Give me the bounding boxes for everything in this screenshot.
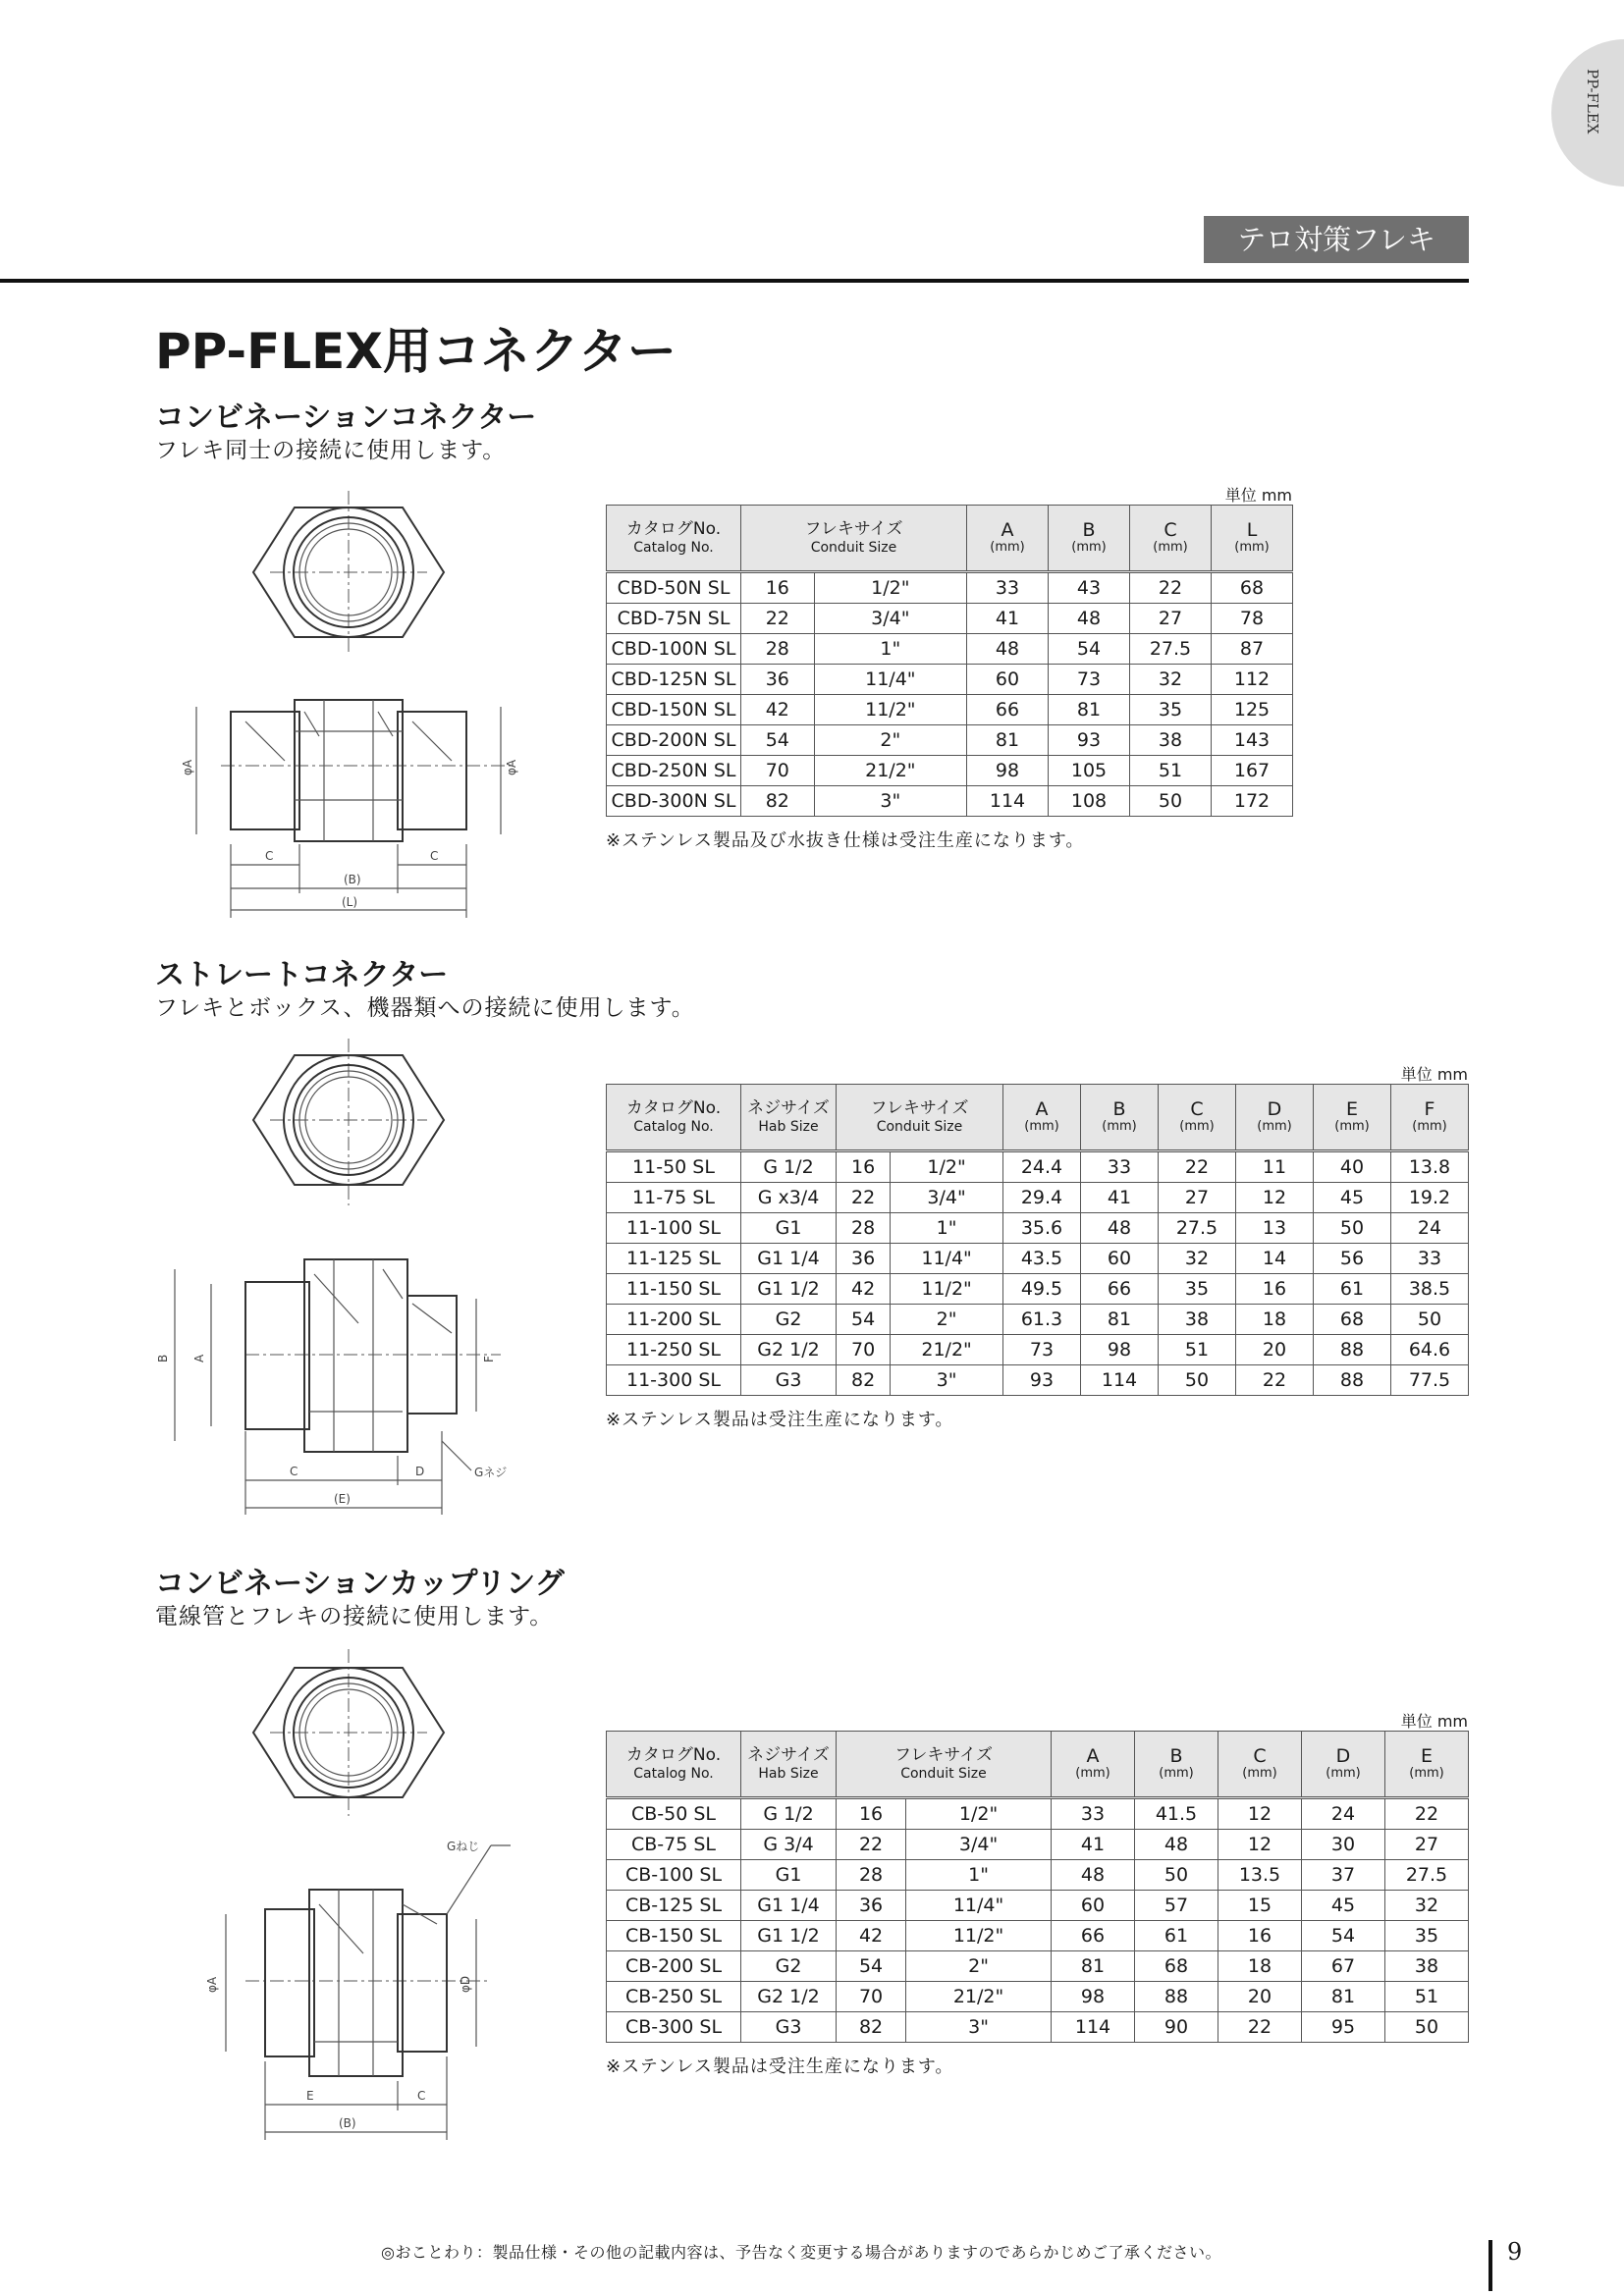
combination-coupling-note: ※ステンレス製品は受注生産になります。 [606, 2056, 954, 2077]
header-dim-d: D (mm) [1236, 1085, 1314, 1151]
table-cell: 33 [1052, 1798, 1135, 1830]
catalog-no-cell: 11-50 SL [607, 1151, 741, 1183]
table-cell: 38 [1159, 1305, 1236, 1335]
table-cell: 38 [1385, 1951, 1469, 1982]
table-cell: 11/4" [906, 1891, 1052, 1921]
table-cell: G1 [741, 1860, 837, 1891]
table-cell: 66 [967, 695, 1049, 725]
table-cell: 70 [837, 1335, 891, 1365]
table-cell: 3/4" [891, 1183, 1003, 1213]
page-number: 9 [1507, 2238, 1523, 2266]
combination-connector-dim-b: (B) [344, 873, 361, 886]
table-cell: G2 [741, 1305, 837, 1335]
table-cell: 50 [1391, 1305, 1469, 1335]
catalog-no-cell: CBD-200N SL [607, 725, 741, 756]
catalog-no-cell: 11-200 SL [607, 1305, 741, 1335]
table-cell: 16 [837, 1798, 906, 1830]
table-cell: 114 [1052, 2012, 1135, 2043]
table-cell: 33 [967, 572, 1049, 604]
table-row [607, 634, 1293, 665]
table-cell: 12 [1218, 1798, 1302, 1830]
page-title: PP-FLEX用コネクター [155, 323, 677, 380]
table-cell: 16 [741, 572, 815, 604]
table-cell: G3 [741, 1365, 837, 1396]
table-cell: 108 [1049, 786, 1130, 817]
table-cell: 48 [1081, 1213, 1159, 1244]
header-conduit-size: フレキサイズ Conduit Size [837, 1085, 1003, 1151]
table-row [607, 695, 1293, 725]
table-cell: 54 [1302, 1921, 1385, 1951]
straight-connector-table [606, 1084, 1469, 1396]
table-cell: 13.5 [1218, 1860, 1302, 1891]
table-cell: 18 [1236, 1305, 1314, 1335]
header-dim-a: A (mm) [1003, 1085, 1081, 1151]
table-cell: G 1/2 [741, 1151, 837, 1183]
table-cell: 81 [1081, 1305, 1159, 1335]
table-cell: 35 [1159, 1274, 1236, 1305]
header-dim-a: A (mm) [967, 506, 1049, 572]
table-cell: 90 [1135, 2012, 1218, 2043]
table-cell: 29.4 [1003, 1183, 1081, 1213]
table-cell: 54 [837, 1951, 906, 1982]
header-dim-c: C (mm) [1159, 1085, 1236, 1151]
table-cell: 2" [891, 1305, 1003, 1335]
table-cell: 11 [1236, 1151, 1314, 1183]
table-cell: 13 [1236, 1213, 1314, 1244]
table-cell: 11/2" [891, 1274, 1003, 1305]
table-cell: G x3/4 [741, 1183, 837, 1213]
table-cell: 98 [1081, 1335, 1159, 1365]
table-cell: 38 [1130, 725, 1212, 756]
catalog-no-cell: CBD-75N SL [607, 604, 741, 634]
straight-connector-dim-a: A [192, 1354, 206, 1362]
footer-disclaimer: ◎おことわり：製品仕様・その他の記載内容は、予告なく変更する場合がありますのであらかじめご了承ください。 [381, 2243, 1221, 2262]
table-cell: 48 [1049, 604, 1130, 634]
table-row [607, 1305, 1469, 1335]
table-cell: 43 [1049, 572, 1130, 604]
straight-connector-dim-b: B [156, 1354, 170, 1362]
combination-connector-dim-c-right: C [430, 849, 439, 863]
table-cell: 33 [1391, 1244, 1469, 1274]
table-cell: 36 [837, 1891, 906, 1921]
unit-label: 単位 mm [1400, 1065, 1468, 1084]
combination-connector-dim-a-left: φA [181, 759, 194, 775]
catalog-no-cell: CB-75 SL [607, 1830, 741, 1860]
catalog-no-cell: CB-100 SL [607, 1860, 741, 1891]
table-cell: 41.5 [1135, 1798, 1218, 1830]
table-cell: 22 [837, 1183, 891, 1213]
catalog-no-cell: CBD-300N SL [607, 786, 741, 817]
table-cell: 21/2" [814, 756, 966, 786]
table-cell: 48 [967, 634, 1049, 665]
header-dim-l: L (mm) [1212, 506, 1293, 572]
table-cell: 1/2" [906, 1798, 1052, 1830]
table-cell: 98 [1052, 1982, 1135, 2012]
table-cell: 48 [1052, 1860, 1135, 1891]
table-cell: 125 [1212, 695, 1293, 725]
table-row [607, 1951, 1469, 1982]
header-dim-d: D (mm) [1302, 1732, 1385, 1798]
table-row [607, 1213, 1469, 1244]
table-cell: 20 [1236, 1335, 1314, 1365]
catalog-no-cell: 11-150 SL [607, 1274, 741, 1305]
section-desc-combination-connector: フレキ同士の接続に使用します。 [155, 438, 507, 463]
table-cell: 22 [1385, 1798, 1469, 1830]
table-cell: 3/4" [906, 1830, 1052, 1860]
table-cell: 64.6 [1391, 1335, 1469, 1365]
combination-connector-drawing [177, 486, 540, 918]
table-cell: 14 [1236, 1244, 1314, 1274]
table-cell: 87 [1212, 634, 1293, 665]
header-catalog: カタログNo. Catalog No. [607, 1085, 741, 1151]
table-cell: 143 [1212, 725, 1293, 756]
table-cell: G 1/2 [741, 1798, 837, 1830]
header-dim-b: B (mm) [1049, 506, 1130, 572]
catalog-no-cell: 11-125 SL [607, 1244, 741, 1274]
category-label: テロ対策フレキ [1204, 216, 1469, 263]
table-row [607, 786, 1293, 817]
straight-connector-thread-label: Gネジ [474, 1466, 508, 1479]
table-cell: 38.5 [1391, 1274, 1469, 1305]
table-cell: 82 [837, 2012, 906, 2043]
header-dim-b: B (mm) [1081, 1085, 1159, 1151]
table-row [607, 1274, 1469, 1305]
table-cell: 22 [1130, 572, 1212, 604]
table-cell: 73 [1049, 665, 1130, 695]
combination-coupling-drawing [196, 1649, 511, 2140]
header-rule [0, 279, 1469, 283]
table-cell: 45 [1314, 1183, 1391, 1213]
section-title-combination-connector: コンビネーションコネクター [155, 400, 537, 435]
catalog-no-cell: 11-250 SL [607, 1335, 741, 1365]
table-cell: 16 [1236, 1274, 1314, 1305]
catalog-no-cell: CBD-250N SL [607, 756, 741, 786]
table-cell: 81 [1302, 1982, 1385, 2012]
unit-label: 単位 mm [1400, 1712, 1468, 1731]
table-cell: 88 [1314, 1365, 1391, 1396]
table-cell: 45 [1302, 1891, 1385, 1921]
table-cell: 82 [741, 786, 815, 817]
header-dim-c: C (mm) [1218, 1732, 1302, 1798]
table-cell: G1 1/4 [741, 1244, 837, 1274]
table-cell: 22 [837, 1830, 906, 1860]
table-cell: 54 [1049, 634, 1130, 665]
catalog-no-cell: CB-125 SL [607, 1891, 741, 1921]
table-row [607, 1921, 1469, 1951]
table-cell: G2 [741, 1951, 837, 1982]
table-cell: 16 [837, 1151, 891, 1183]
table-cell: 82 [837, 1365, 891, 1396]
table-cell: 13.8 [1391, 1151, 1469, 1183]
table-cell: 105 [1049, 756, 1130, 786]
table-cell: 30 [1302, 1830, 1385, 1860]
section-tab-label: PP-FLEX [1584, 69, 1601, 134]
table-cell: 35 [1385, 1921, 1469, 1951]
table-cell: 42 [837, 1921, 906, 1951]
table-cell: 66 [1081, 1274, 1159, 1305]
table-cell: 51 [1159, 1335, 1236, 1365]
straight-connector-note: ※ステンレス製品は受注生産になります。 [606, 1410, 954, 1430]
table-cell: 68 [1135, 1951, 1218, 1982]
table-row [607, 1982, 1469, 2012]
table-cell: 12 [1236, 1183, 1314, 1213]
table-row [607, 1335, 1469, 1365]
table-cell: 3" [906, 2012, 1052, 2043]
table-cell: 28 [837, 1860, 906, 1891]
table-cell: 61 [1135, 1921, 1218, 1951]
table-cell: 41 [1081, 1183, 1159, 1213]
table-cell: 21/2" [906, 1982, 1052, 2012]
table-row [607, 1891, 1469, 1921]
table-cell: 60 [967, 665, 1049, 695]
table-cell: 2" [814, 725, 966, 756]
table-cell: G1 1/2 [741, 1274, 837, 1305]
table-cell: 112 [1212, 665, 1293, 695]
table-row [607, 756, 1293, 786]
catalog-no-cell: CB-200 SL [607, 1951, 741, 1982]
table-cell: 114 [967, 786, 1049, 817]
table-cell: 11/4" [891, 1244, 1003, 1274]
table-cell: 27 [1130, 604, 1212, 634]
catalog-no-cell: CBD-125N SL [607, 665, 741, 695]
table-cell: 36 [837, 1244, 891, 1274]
table-cell: 48 [1135, 1830, 1218, 1860]
combination-connector-table [606, 505, 1293, 817]
table-cell: 51 [1385, 1982, 1469, 2012]
table-row [607, 1151, 1469, 1183]
table-cell: 32 [1385, 1891, 1469, 1921]
table-row [607, 2012, 1469, 2043]
table-cell: G1 1/2 [741, 1921, 837, 1951]
table-cell: 50 [1314, 1213, 1391, 1244]
table-cell: 42 [741, 695, 815, 725]
catalog-no-cell: 11-300 SL [607, 1365, 741, 1396]
table-cell: 27.5 [1130, 634, 1212, 665]
table-cell: 41 [1052, 1830, 1135, 1860]
table-cell: 77.5 [1391, 1365, 1469, 1396]
table-cell: 70 [741, 756, 815, 786]
catalog-no-cell: CB-300 SL [607, 2012, 741, 2043]
header-catalog: カタログNo. Catalog No. [607, 506, 741, 572]
table-cell: 11/2" [814, 695, 966, 725]
table-cell: 27 [1385, 1830, 1469, 1860]
table-cell: 81 [967, 725, 1049, 756]
table-cell: 32 [1159, 1244, 1236, 1274]
table-cell: G1 [741, 1213, 837, 1244]
table-cell: 56 [1314, 1244, 1391, 1274]
table-cell: 60 [1081, 1244, 1159, 1274]
table-cell: G2 1/2 [741, 1982, 837, 2012]
table-cell: 15 [1218, 1891, 1302, 1921]
table-cell: 24 [1391, 1213, 1469, 1244]
table-cell: 27 [1159, 1183, 1236, 1213]
table-cell: 28 [741, 634, 815, 665]
catalog-no-cell: CB-50 SL [607, 1798, 741, 1830]
table-cell: 32 [1130, 665, 1212, 695]
header-hab-size: ネジサイズ Hab Size [741, 1085, 837, 1151]
table-cell: 54 [741, 725, 815, 756]
catalog-no-cell: CBD-100N SL [607, 634, 741, 665]
table-cell: G2 1/2 [741, 1335, 837, 1365]
header-dim-e: E (mm) [1314, 1085, 1391, 1151]
table-cell: G 3/4 [741, 1830, 837, 1860]
table-cell: 50 [1135, 1860, 1218, 1891]
table-row [607, 1365, 1469, 1396]
table-cell: 60 [1052, 1891, 1135, 1921]
header-conduit-size: フレキサイズ Conduit Size [741, 506, 967, 572]
table-cell: 1/2" [891, 1151, 1003, 1183]
table-cell: 114 [1081, 1365, 1159, 1396]
table-cell: 1" [906, 1860, 1052, 1891]
straight-connector-drawing [147, 1039, 520, 1520]
table-cell: 42 [837, 1274, 891, 1305]
section-desc-combination-coupling: 電線管とフレキの接続に使用します。 [155, 1604, 554, 1629]
straight-connector-dim-e: (E) [334, 1492, 351, 1506]
combination-coupling-dim-c: C [417, 2089, 426, 2103]
table-cell: 167 [1212, 756, 1293, 786]
table-cell: 51 [1130, 756, 1212, 786]
table-cell: 11/4" [814, 665, 966, 695]
table-cell: 18 [1218, 1951, 1302, 1982]
table-cell: 33 [1081, 1151, 1159, 1183]
table-cell: 70 [837, 1982, 906, 2012]
table-cell: 43.5 [1003, 1244, 1081, 1274]
table-cell: 16 [1218, 1921, 1302, 1951]
table-cell: 35 [1130, 695, 1212, 725]
table-cell: 50 [1159, 1365, 1236, 1396]
table-cell: 67 [1302, 1951, 1385, 1982]
table-row [607, 572, 1293, 604]
table-cell: 68 [1212, 572, 1293, 604]
combination-connector-dim-c-left: C [265, 849, 274, 863]
table-cell: 3" [891, 1365, 1003, 1396]
section-title-straight-connector: ストレートコネクター [155, 958, 449, 992]
straight-connector-dim-d: D [415, 1465, 425, 1478]
header-dim-e: E (mm) [1385, 1732, 1469, 1798]
table-cell: 73 [1003, 1335, 1081, 1365]
table-cell: 50 [1385, 2012, 1469, 2043]
header-dim-f: F (mm) [1391, 1085, 1469, 1151]
table-cell: 61.3 [1003, 1305, 1081, 1335]
table-cell: 37 [1302, 1860, 1385, 1891]
table-cell: 88 [1314, 1335, 1391, 1365]
table-cell: 21/2" [891, 1335, 1003, 1365]
table-cell: 36 [741, 665, 815, 695]
table-cell: 22 [1159, 1151, 1236, 1183]
table-row [607, 1860, 1469, 1891]
table-cell: 66 [1052, 1921, 1135, 1951]
table-cell: 35.6 [1003, 1213, 1081, 1244]
table-cell: 1" [891, 1213, 1003, 1244]
combination-coupling-table [606, 1731, 1469, 2043]
table-cell: 19.2 [1391, 1183, 1469, 1213]
table-cell: 3/4" [814, 604, 966, 634]
table-cell: 41 [967, 604, 1049, 634]
table-row [607, 1830, 1469, 1860]
table-cell: 54 [837, 1305, 891, 1335]
table-cell: 81 [1049, 695, 1130, 725]
table-cell: 78 [1212, 604, 1293, 634]
straight-connector-dim-f: F [482, 1356, 496, 1362]
table-cell: 27.5 [1159, 1213, 1236, 1244]
table-cell: 28 [837, 1213, 891, 1244]
combination-coupling-dim-d: φD [459, 1975, 472, 1993]
table-row [607, 665, 1293, 695]
header-dim-c: C (mm) [1130, 506, 1212, 572]
section-desc-straight-connector: フレキとボックス、機器類への接続に使用します。 [155, 995, 695, 1021]
table-cell: 50 [1130, 786, 1212, 817]
combination-connector-dim-a-right: φA [505, 759, 518, 775]
table-cell: 98 [967, 756, 1049, 786]
table-cell: 1" [814, 634, 966, 665]
unit-label: 単位 mm [1224, 486, 1292, 505]
table-cell: 24.4 [1003, 1151, 1081, 1183]
table-cell: G3 [741, 2012, 837, 2043]
table-cell: G1 1/4 [741, 1891, 837, 1921]
header-hab-size: ネジサイズ Hab Size [741, 1732, 837, 1798]
table-row [607, 1244, 1469, 1274]
combination-coupling-thread-label: Gねじ [447, 1840, 480, 1853]
table-row [607, 725, 1293, 756]
table-cell: 93 [1003, 1365, 1081, 1396]
header-catalog: カタログNo. Catalog No. [607, 1732, 741, 1798]
table-cell: 20 [1218, 1982, 1302, 2012]
combination-coupling-dim-b: (B) [339, 2116, 356, 2130]
catalog-no-cell: CB-150 SL [607, 1921, 741, 1951]
table-cell: 22 [1218, 2012, 1302, 2043]
header-dim-b: B (mm) [1135, 1732, 1218, 1798]
table-cell: 93 [1049, 725, 1130, 756]
combination-coupling-dim-e: E [306, 2089, 314, 2103]
table-cell: 172 [1212, 786, 1293, 817]
catalog-no-cell: 11-75 SL [607, 1183, 741, 1213]
table-cell: 61 [1314, 1274, 1391, 1305]
table-cell: 12 [1218, 1830, 1302, 1860]
catalog-no-cell: 11-100 SL [607, 1213, 741, 1244]
combination-coupling-dim-a: φA [205, 1976, 219, 1993]
table-cell: 22 [741, 604, 815, 634]
table-cell: 49.5 [1003, 1274, 1081, 1305]
catalog-no-cell: CBD-50N SL [607, 572, 741, 604]
catalog-no-cell: CBD-150N SL [607, 695, 741, 725]
table-cell: 88 [1135, 1982, 1218, 2012]
table-cell: 81 [1052, 1951, 1135, 1982]
table-cell: 40 [1314, 1151, 1391, 1183]
header-dim-a: A (mm) [1052, 1732, 1135, 1798]
table-cell: 68 [1314, 1305, 1391, 1335]
table-row [607, 1183, 1469, 1213]
table-cell: 3" [814, 786, 966, 817]
combination-connector-note: ※ステンレス製品及び水抜き仕様は受注生産になります。 [606, 830, 1085, 851]
catalog-no-cell: CB-250 SL [607, 1982, 741, 2012]
table-cell: 57 [1135, 1891, 1218, 1921]
table-row [607, 1798, 1469, 1830]
table-cell: 24 [1302, 1798, 1385, 1830]
table-cell: 95 [1302, 2012, 1385, 2043]
straight-connector-dim-c: C [290, 1465, 298, 1478]
table-row [607, 604, 1293, 634]
table-cell: 22 [1236, 1365, 1314, 1396]
table-cell: 2" [906, 1951, 1052, 1982]
table-cell: 11/2" [906, 1921, 1052, 1951]
table-cell: 1/2" [814, 572, 966, 604]
combination-connector-dim-l: (L) [342, 895, 358, 909]
page-number-bar [1489, 2240, 1492, 2291]
section-title-combination-coupling: コンビネーションカップリング [155, 1567, 565, 1601]
header-conduit-size: フレキサイズ Conduit Size [837, 1732, 1052, 1798]
table-cell: 27.5 [1385, 1860, 1469, 1891]
